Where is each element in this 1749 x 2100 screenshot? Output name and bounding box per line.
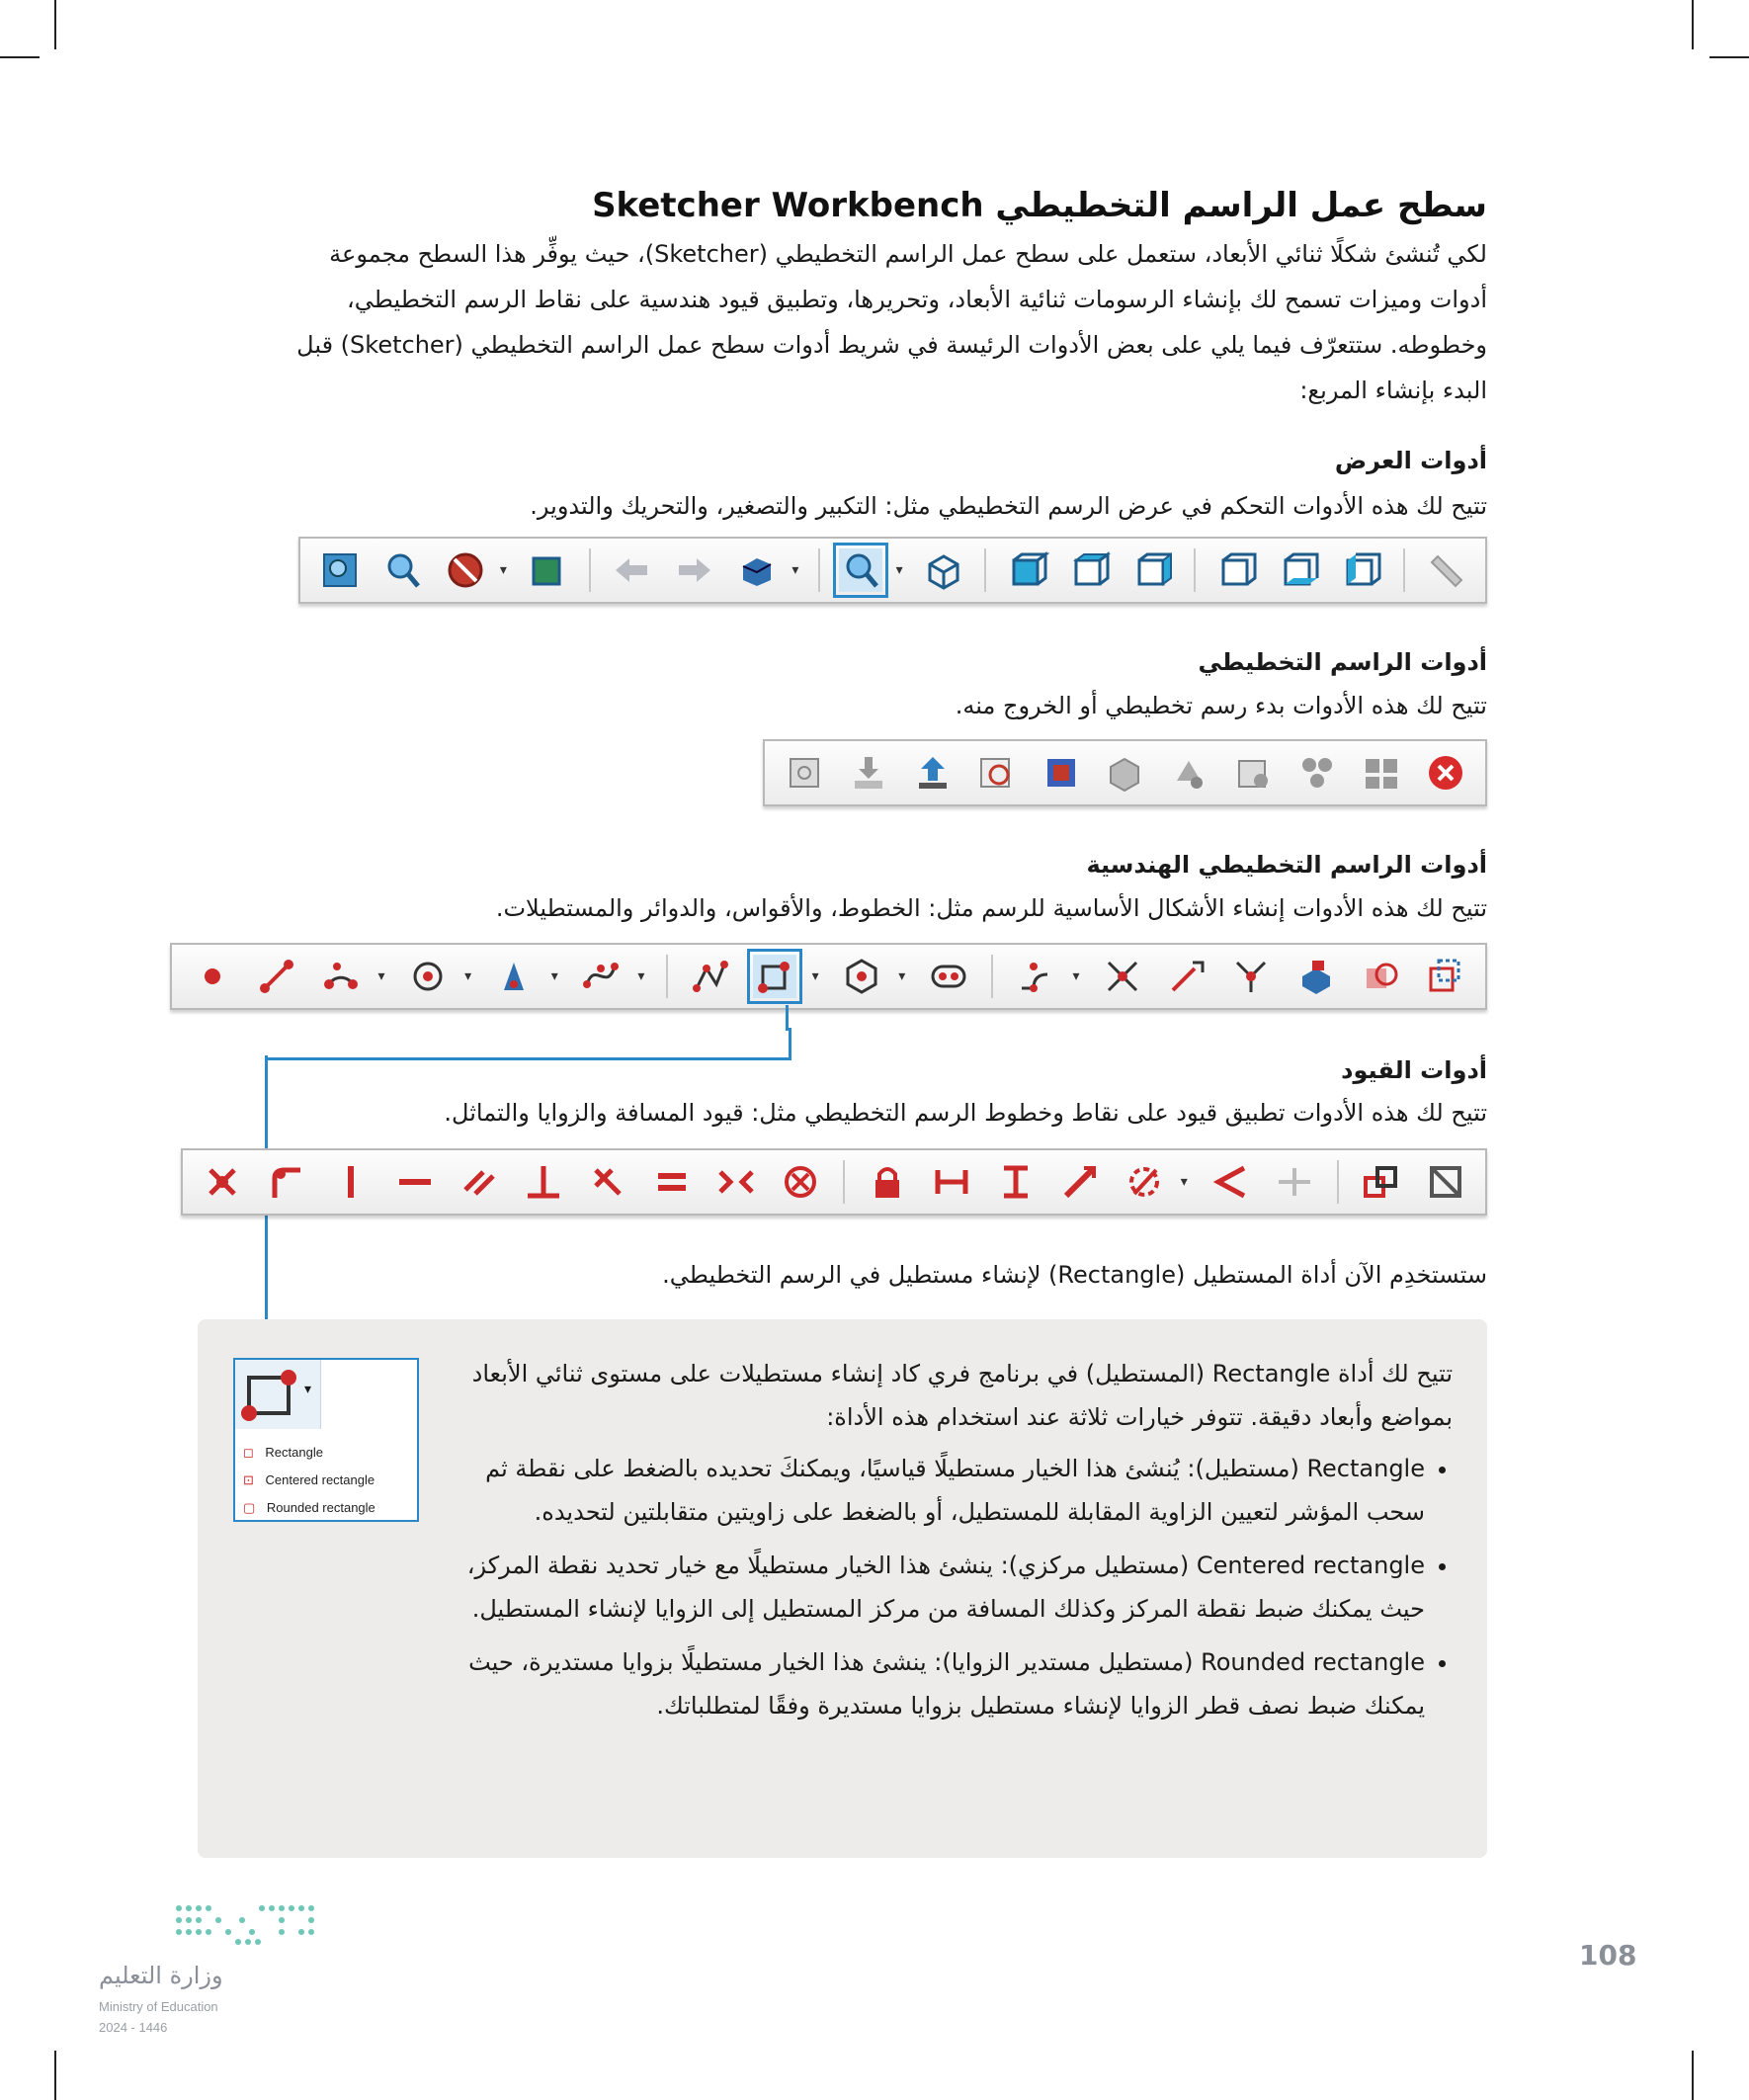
circle-icon[interactable] bbox=[406, 955, 450, 998]
rounded-rectangle-small-icon: ▢ bbox=[243, 1500, 256, 1515]
page-number: 108 bbox=[1579, 1939, 1637, 1972]
ministry-name-en: Ministry of Education bbox=[99, 1999, 218, 2014]
symmetric-icon[interactable] bbox=[714, 1160, 758, 1204]
intro-paragraph: لكي تُنشئ شكلًا ثنائي الأبعاد، ستعمل على سطح عمل الراسم التخطيطي (Sketcher)، حيث يوفِّر هذا السطح مجموعة أدوات وميزات تسمح لك بإنشاء الرسومات ثنائية الأبعاد، وتحريرها، وتطبيق قيود هندسية على نقاط الرسم التخطيطي، وخطوطه. ستتعرّف فيما يلي على بعض الأدوات الرئيسة في شريط أدوات سطح عمل الراسم التخطيطي (Sketcher) قبل البدء بإنشاء المربع: bbox=[296, 240, 1487, 404]
menu-item-centered-rectangle[interactable]: ⊡ Centered rectangle bbox=[243, 1472, 375, 1487]
perpendicular-icon[interactable] bbox=[522, 1160, 565, 1204]
close-icon[interactable] bbox=[1424, 751, 1467, 795]
geometry-tools-desc: تتيح لك هذه الأدوات إنشاء الأشكال الأساسية للرسم مثل: الخطوط، والأقواس، والدوائر والمستطيلات. bbox=[495, 894, 1487, 922]
geometry-toolbar bbox=[170, 943, 1487, 1010]
chevron-down-icon[interactable]: ▾ bbox=[898, 968, 906, 984]
sketcher-toolbar bbox=[763, 739, 1487, 806]
ministry-logo-icon bbox=[173, 1902, 323, 1948]
options-list bbox=[435, 1447, 1453, 1727]
toggle-driving-icon[interactable] bbox=[1360, 1160, 1403, 1204]
point-on-object-icon[interactable] bbox=[265, 1160, 308, 1204]
measure-icon[interactable] bbox=[1424, 548, 1467, 592]
chevron-down-icon[interactable]: ▾ bbox=[895, 562, 903, 578]
toolbar-separator bbox=[1194, 548, 1196, 592]
zoom-in-icon[interactable] bbox=[839, 548, 882, 592]
toolbar-separator bbox=[666, 955, 668, 998]
coincident-icon[interactable] bbox=[201, 1160, 244, 1204]
parallel-icon[interactable] bbox=[458, 1160, 501, 1204]
centered-rectangle-small-icon: ⊡ bbox=[243, 1472, 254, 1487]
list-item: • Rounded rectangle (مستطيل مستدير الزوايا): ينشئ هذا الخيار مستطيلًا بزوايا مستديرة، حيث يمكنك ضبط نصف قطر الزوايا لإنشاء مستطيل بزوايا مستديرة وفقًا لمتطلباتك. bbox=[435, 1640, 1425, 1727]
carbon-copy-icon[interactable] bbox=[1359, 955, 1402, 998]
horizontal-distance-icon[interactable] bbox=[930, 1160, 973, 1204]
toolbar-separator bbox=[1403, 548, 1405, 592]
polygon-icon[interactable] bbox=[840, 955, 883, 998]
radius-icon[interactable] bbox=[1123, 1160, 1166, 1204]
toolbar-separator bbox=[589, 548, 591, 592]
polyline-icon[interactable] bbox=[689, 955, 732, 998]
edition-year: 2024 - 1446 bbox=[99, 2020, 168, 2035]
std-views-icon[interactable] bbox=[735, 548, 779, 592]
menu-item-rectangle[interactable]: ◻ Rectangle bbox=[243, 1445, 323, 1460]
extend-icon[interactable] bbox=[1165, 955, 1208, 998]
new-sketch-icon[interactable] bbox=[783, 751, 826, 795]
geometry-tools-heading: أدوات الراسم التخطيطي الهندسية bbox=[1086, 851, 1487, 879]
trim-icon[interactable] bbox=[1101, 955, 1144, 998]
connector-line bbox=[265, 1028, 791, 1060]
toolbar-separator bbox=[1337, 1160, 1339, 1204]
toolbar-separator bbox=[843, 1160, 845, 1204]
reorient-sketch-icon[interactable] bbox=[1167, 751, 1210, 795]
bottom-view-icon[interactable] bbox=[1278, 548, 1321, 592]
left-view-icon[interactable] bbox=[1340, 548, 1383, 592]
line-icon[interactable] bbox=[255, 955, 298, 998]
callout-intro: تتيح لك أداة Rectangle (المستطيل) في برنامج فري كاد إنشاء مستطيلات على مستوى ثنائي الأبعاد بمواضع وأبعاد دقيقة. تتوفر خيارات ثلاثة عند استخدام هذه الأداة: bbox=[471, 1360, 1453, 1431]
chevron-down-icon[interactable]: ▾ bbox=[550, 968, 558, 984]
ministry-name-ar: وزارة التعليم bbox=[99, 1962, 223, 1989]
back-arrow-icon[interactable] bbox=[610, 548, 653, 592]
horizontal-icon[interactable] bbox=[393, 1160, 437, 1204]
block-icon[interactable] bbox=[779, 1160, 822, 1204]
callout-text bbox=[435, 1352, 1453, 1737]
chevron-down-icon[interactable]: ▾ bbox=[811, 968, 819, 984]
connector-line bbox=[786, 1005, 791, 1031]
view-tools-heading: أدوات العرض bbox=[1334, 447, 1487, 474]
constraint-toolbar bbox=[181, 1148, 1487, 1216]
right-view-icon[interactable] bbox=[1131, 548, 1175, 592]
view-toolbar bbox=[298, 537, 1487, 604]
refraction-icon[interactable] bbox=[1273, 1160, 1316, 1204]
list-item: • Rectangle (مستطيل): يُنشئ هذا الخيار مستطيلًا قياسيًا، ويمكنكَ تحديده بالضغط على نقطة ثم سحب المؤشر لتعيين الزاوية المقابلة للمستطيل، أو بالضغط على زاويتين متقابلتين لتحديده. bbox=[435, 1447, 1425, 1534]
chevron-down-icon[interactable]: ▾ bbox=[637, 968, 645, 984]
chevron-down-icon[interactable]: ▾ bbox=[1180, 1174, 1188, 1190]
vertical-icon[interactable] bbox=[329, 1160, 373, 1204]
crop-mark bbox=[1692, 2051, 1694, 2100]
mirror-sketch-icon[interactable] bbox=[1360, 751, 1403, 795]
fit-all-icon[interactable] bbox=[318, 548, 362, 592]
map-sketch-icon[interactable] bbox=[1103, 751, 1146, 795]
vertical-distance-icon[interactable] bbox=[994, 1160, 1038, 1204]
merge-sketches-icon[interactable] bbox=[1295, 751, 1339, 795]
chevron-down-icon[interactable]: ▾ bbox=[499, 562, 507, 578]
sketcher-tools-heading: أدوات الراسم التخطيطي bbox=[1198, 648, 1487, 676]
front-view-icon[interactable] bbox=[1006, 548, 1049, 592]
toolbar-separator bbox=[984, 548, 986, 592]
lock-icon[interactable] bbox=[866, 1160, 909, 1204]
menu-item-rounded-rectangle[interactable]: ▢ Rounded rectangle bbox=[243, 1500, 375, 1515]
toolbar-separator bbox=[818, 548, 820, 592]
chevron-down-icon[interactable]: ▾ bbox=[464, 968, 472, 984]
construction-mode-icon[interactable] bbox=[1423, 955, 1466, 998]
isometric-icon[interactable] bbox=[922, 548, 965, 592]
crop-mark bbox=[54, 2051, 56, 2100]
slot-icon[interactable] bbox=[927, 955, 970, 998]
sketcher-tools-desc: تتيح لك هذه الأدوات بدء رسم تخطيطي أو الخروج منه. bbox=[955, 692, 1487, 719]
conic-icon[interactable] bbox=[492, 955, 536, 998]
chevron-down-icon[interactable]: ▾ bbox=[1072, 968, 1080, 984]
arc-icon[interactable] bbox=[319, 955, 363, 998]
crop-mark bbox=[54, 0, 56, 49]
rectangle-small-icon: ◻ bbox=[243, 1445, 254, 1460]
fillet-icon[interactable] bbox=[1014, 955, 1057, 998]
rear-view-icon[interactable] bbox=[1215, 548, 1259, 592]
view-section-icon[interactable] bbox=[1040, 751, 1083, 795]
tangent-icon[interactable] bbox=[586, 1160, 629, 1204]
point-icon[interactable] bbox=[191, 955, 234, 998]
bounding-box-icon[interactable] bbox=[526, 548, 569, 592]
list-item: • Centered rectangle (مستطيل مركزي): ينشئ هذا الخيار مستطيلًا مع خيار تحديد نقطة المركز، حيث يمكنك ضبط نقطة المركز وكذلك المسافة من مركز المستطيل إلى الزوايا لإنشاء المستطيل. bbox=[435, 1544, 1425, 1631]
rectangle-intro: ستستخدِم الآن أداة المستطيل (Rectangle) لإنشاء مستطيل في الرسم التخطيطي. bbox=[662, 1261, 1487, 1289]
equal-icon[interactable] bbox=[650, 1160, 694, 1204]
chevron-down-icon[interactable]: ▾ bbox=[791, 562, 799, 578]
crop-mark bbox=[1692, 0, 1694, 49]
constraint-tools-heading: أدوات القيود bbox=[1341, 1056, 1487, 1084]
toolbar-separator bbox=[991, 955, 993, 998]
page-title: سطح عمل الراسم التخطيطي Sketcher Workbench bbox=[592, 186, 1487, 225]
view-tools-desc: تتيح لك هذه الأدوات التحكم في عرض الرسم التخطيطي مثل: التكبير والتصغير، والتحريك والتدوير. bbox=[530, 492, 1487, 520]
draw-style-icon[interactable] bbox=[444, 548, 487, 592]
rectangle-icon bbox=[235, 1360, 304, 1429]
constraint-tools-desc: تتيح لك هذه الأدوات تطبيق قيود على نقاط وخطوط الرسم التخطيطي مثل: قيود المسافة والزوايا والتماثل. bbox=[444, 1099, 1487, 1127]
rectangle-icon[interactable] bbox=[753, 955, 796, 998]
bspline-icon[interactable] bbox=[579, 955, 623, 998]
edit-sketch-icon[interactable] bbox=[847, 751, 890, 795]
crop-mark bbox=[0, 56, 40, 58]
top-view-icon[interactable] bbox=[1068, 548, 1112, 592]
leave-sketch-icon[interactable] bbox=[911, 751, 955, 795]
rectangle-dropdown-menu bbox=[233, 1358, 419, 1522]
toggle-active-icon[interactable] bbox=[1424, 1160, 1467, 1204]
angle-icon[interactable] bbox=[1208, 1160, 1252, 1204]
forward-arrow-icon[interactable] bbox=[673, 548, 716, 592]
zoom-icon[interactable] bbox=[380, 548, 424, 592]
view-sketch-icon[interactable] bbox=[975, 751, 1019, 795]
chevron-down-icon[interactable]: ▾ bbox=[304, 1382, 312, 1397]
external-geometry-icon[interactable] bbox=[1294, 955, 1338, 998]
distance-icon[interactable] bbox=[1058, 1160, 1102, 1204]
split-icon[interactable] bbox=[1229, 955, 1273, 998]
crop-mark bbox=[1709, 56, 1749, 58]
chevron-down-icon[interactable]: ▾ bbox=[377, 968, 385, 984]
validate-sketch-icon[interactable] bbox=[1231, 751, 1275, 795]
